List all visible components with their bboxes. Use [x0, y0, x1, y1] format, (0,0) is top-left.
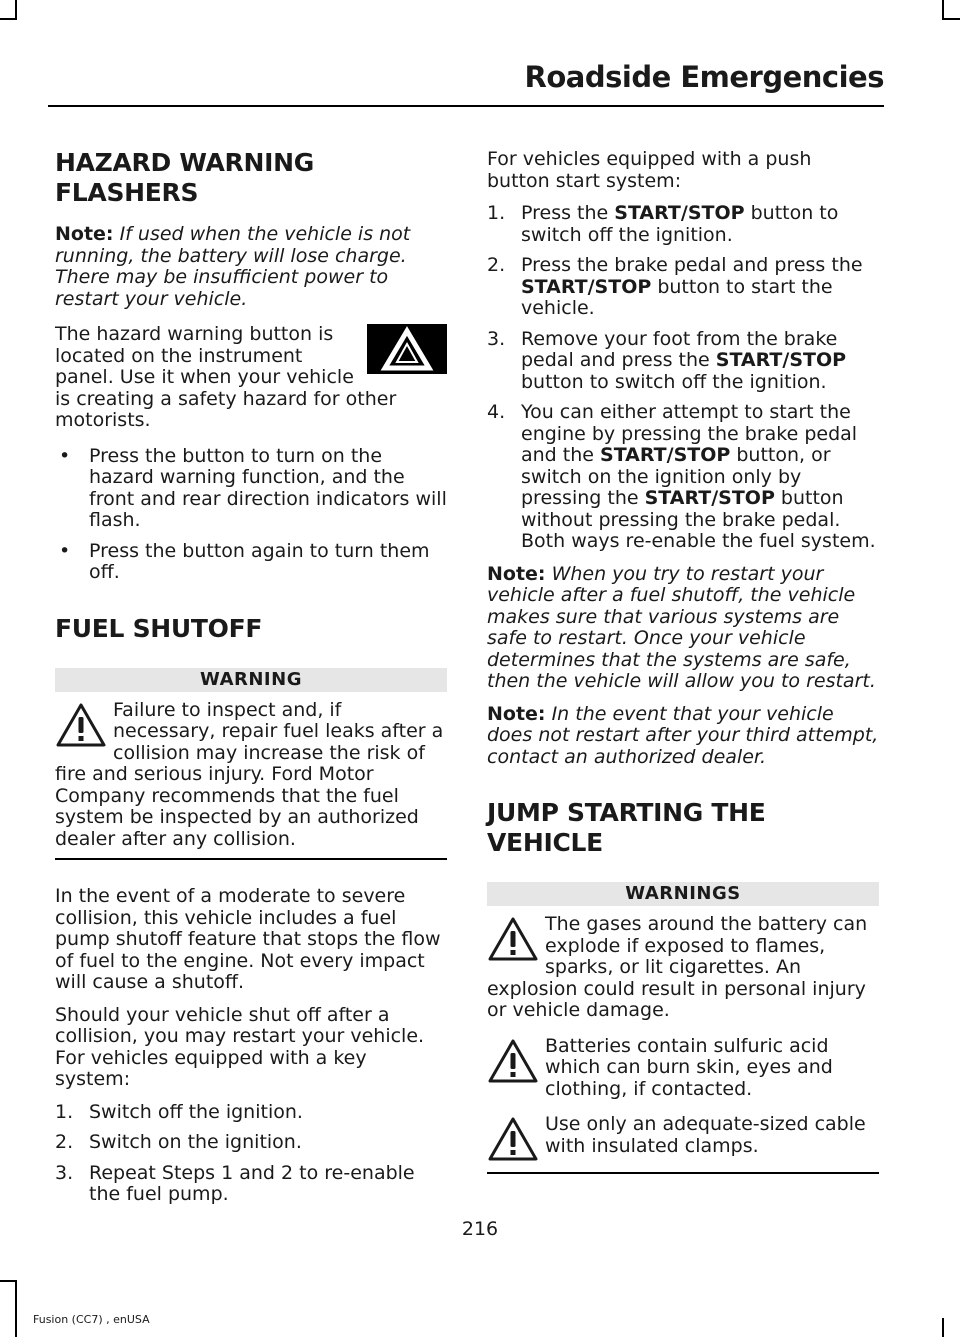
push-button-step-list: [487, 203, 879, 553]
list-item: 1. Switch off the ignition.: [55, 1100, 303, 1123]
start-stop-label: START/STOP: [614, 202, 745, 224]
section-heading-hazard: HAZARD WARNING FLASHERS: [55, 148, 314, 207]
start-stop-label: START/STOP: [521, 275, 652, 298]
section-divider: [487, 1172, 879, 1174]
list-item: 1. Press the START/STOP button to switch off the ignition.: [487, 202, 839, 246]
restart-note-2: [487, 704, 879, 769]
crop-mark: [0, 18, 17, 20]
warning-triangle-icon: [487, 1038, 539, 1084]
list-item: 3. Repeat Steps 1 and 2 to re-enable the fuel pump.: [55, 1161, 415, 1205]
warnings-title-bar: WARNINGS: [487, 882, 879, 906]
warning-title-bar: WARNING: [55, 668, 447, 692]
warning-text: Use only an adequate-sized cable with insulated clamps.: [545, 1113, 866, 1157]
note-label: Note:: [55, 223, 114, 245]
note-text: If used when the vehicle is not running, the battery will lose charge. There may be insufficient power to restart your vehicle.: [55, 223, 411, 310]
battery-warning: [487, 1114, 879, 1162]
footer-document-id: Fusion (CC7) , enUSA: [33, 1313, 150, 1326]
page-header-title: Roadside Emergencies: [524, 60, 884, 94]
crop-mark: [0, 1280, 17, 1282]
list-item: 2. Press the brake pedal and press the START/STOP button to start the vehicle.: [487, 254, 863, 319]
crop-mark: [942, 0, 944, 18]
fuel-paragraph-2: Should your vehicle shut off after a collision, you may restart your vehicle. For vehicles equipped with a key system:: [55, 1003, 425, 1090]
warning-triangle-icon: [55, 702, 107, 748]
start-stop-label: START/STOP: [600, 444, 731, 466]
page-number: 216: [461, 1218, 499, 1240]
crop-mark: [15, 1280, 17, 1337]
note-text: When you try to restart your vehicle after a fuel shutoff, the vehicle makes sure that various systems are safe to restart. Once your vehicle determines that the systems are safe, then the vehicle will allow you to restart.: [487, 562, 876, 692]
start-stop-label: START/STOP: [644, 487, 775, 509]
hazard-body-text: The hazard warning button is located on the instrument panel. Use it when your vehicle is creating a safety hazard for other motorists.: [55, 323, 397, 431]
crop-mark: [15, 0, 17, 18]
section-heading-fuel: FUEL SHUTOFF: [55, 613, 263, 643]
note-label: Note:: [487, 702, 546, 725]
right-column: [487, 149, 879, 1174]
left-column: [55, 148, 447, 1217]
header-rule: [48, 105, 884, 107]
list-item: 2. Switch on the ignition.: [55, 1131, 302, 1153]
fuel-paragraph-1: In the event of a moderate to severe collision, this vehicle includes a fuel pump shutoff feature that stops the flow of fuel to the engine. Not every impact will cause a shutoff.: [55, 885, 441, 993]
hazard-triangle-icon: [367, 324, 447, 374]
fuel-warning-text: Failure to inspect and, if necessary, repair fuel leaks after a collision may increase the risk of fire and serious injury. Ford Motor Company recommends that the fuel system be inspected by an authorized dealer after any collision.: [55, 698, 444, 850]
note-label: Note:: [487, 562, 546, 585]
push-button-intro: For vehicles equipped with a push button start system:: [487, 148, 812, 192]
hazard-bullet-list: [55, 446, 447, 584]
section-divider: [55, 858, 447, 860]
crop-mark: [942, 1318, 944, 1337]
crop-mark: [942, 18, 960, 20]
list-item: • Press the button to turn on the hazard warning function, and the front and rear direction indicators will flash.: [59, 444, 447, 531]
restart-note-1: [487, 564, 879, 693]
battery-warning: [487, 914, 879, 1022]
section-heading-jump-start: JUMP STARTING THE VEHICLE: [487, 798, 766, 857]
start-stop-label: START/STOP: [715, 349, 847, 371]
warning-triangle-icon: [487, 1116, 539, 1162]
warning-text: The gases around the battery can explode if exposed to flames, sparks, or lit cigarettes. An explosion could result in personal injury or vehicle damage.: [487, 913, 868, 1021]
battery-warning: [487, 1036, 879, 1101]
list-item: 3. Remove your foot from the brake pedal and press the START/STOP button to switch off the ignition.: [487, 327, 847, 393]
hazard-body: [55, 324, 447, 432]
fuel-step-list: [55, 1102, 447, 1206]
warning-text: Batteries contain sulfuric acid which can burn skin, eyes and clothing, if contacted.: [545, 1034, 833, 1100]
list-item: • Press the button again to turn them off.: [59, 539, 430, 583]
hazard-note: [55, 224, 447, 310]
warning-triangle-icon: [487, 916, 539, 962]
fuel-warning: [55, 700, 447, 851]
note-text: In the event that your vehicle does not restart after your third attempt, contact an authorized dealer.: [487, 702, 879, 768]
list-item: 4. You can either attempt to start the engine by pressing the brake pedal and the START/STOP button, or switch on the ignition only by pressing the START/STOP button without pressing the brake pedal. Both ways re-enable the fuel system.: [487, 401, 876, 552]
